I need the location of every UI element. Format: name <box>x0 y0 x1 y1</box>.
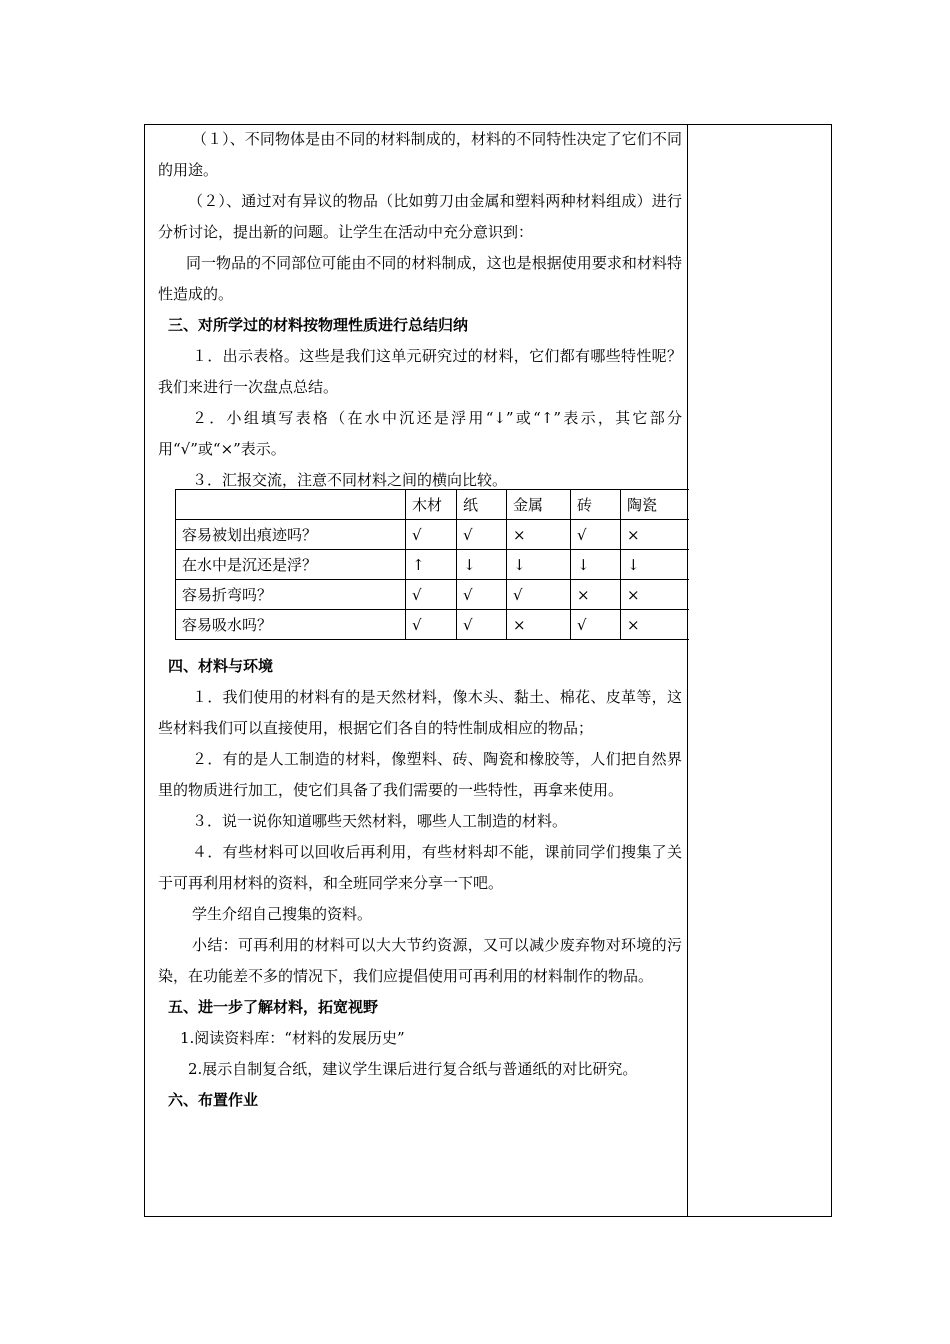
table-cell: √ <box>457 580 507 610</box>
table-cell: √ <box>571 610 621 640</box>
paragraph: （１）、不同物体是由不同的材料制成的，材料的不同特性决定了它们不同的用途。 <box>158 130 682 179</box>
table-cell: × <box>621 610 689 640</box>
table-cell: ↑ <box>406 550 457 580</box>
table-cell: ↓ <box>571 550 621 580</box>
paragraph: ２．有的是人工制造的材料，像塑料、砖、陶瓷和橡胶等，人们把自然界里的物质进行加工，使它们具备了我们需要的一些特性，再拿来使用。 <box>158 750 682 799</box>
section-heading-5: 五、进一步了解材料，拓宽视野 <box>168 998 379 1016</box>
table-cell: √ <box>406 610 457 640</box>
paragraph: 同一物品的不同部位可能由不同的材料制成，这也是根据使用要求和材料特性造成的。 <box>158 254 682 303</box>
table-cell: × <box>621 520 689 550</box>
table-header-row <box>176 490 689 520</box>
table-cell: ↓ <box>507 550 571 580</box>
table-cell: √ <box>571 520 621 550</box>
table-cell: 金属 <box>507 490 571 520</box>
paragraph: 1.阅读资料库：“材料的发展历史” <box>180 1029 405 1047</box>
table-cell: √ <box>406 520 457 550</box>
table-cell: ↓ <box>621 550 689 580</box>
table-row <box>176 580 689 610</box>
table-cell: × <box>571 580 621 610</box>
table-cell: √ <box>457 610 507 640</box>
table-cell: 容易折弯吗？ <box>176 580 406 610</box>
table-cell: 在水中是沉还是浮？ <box>176 550 406 580</box>
table-cell: 容易被划出痕迹吗？ <box>176 520 406 550</box>
section-heading-6: 六、布置作业 <box>168 1091 259 1109</box>
table-cell: 容易吸水吗？ <box>176 610 406 640</box>
table-cell: × <box>507 610 571 640</box>
paragraph: 学生介绍自己搜集的资料。 <box>192 905 373 923</box>
paragraph: ４．有些材料可以回收后再利用，有些材料却不能，课前同学们搜集了关于可再利用材料的资料，和全班同学来分享一下吧。 <box>158 843 682 892</box>
table-cell: √ <box>507 580 571 610</box>
table-cell: 木材 <box>406 490 457 520</box>
paragraph: １．出示表格。这些是我们这单元研究过的材料，它们都有哪些特性呢？我们来进行一次盘点总结。 <box>158 347 682 396</box>
paragraph: ３．汇报交流，注意不同材料之间的横向比较。 <box>192 471 508 489</box>
table-row <box>176 550 689 580</box>
table-cell: 陶瓷 <box>621 490 689 520</box>
paragraph: １．我们使用的材料有的是天然材料，像木头、黏土、棉花、皮革等，这些材料我们可以直接使用，根据它们各自的特性制成相应的物品； <box>158 688 682 737</box>
paragraph: 2.展示自制复合纸，建议学生课后进行复合纸与普通纸的对比研究。 <box>188 1060 638 1078</box>
table-cell: × <box>621 580 689 610</box>
table-row <box>176 520 689 550</box>
paragraph: 小结：可再利用的材料可以大大节约资源，又可以减少废弃物对环境的污染，在功能差不多的情况下，我们应提倡使用可再利用的材料制作的物品。 <box>158 936 682 985</box>
material-properties-table <box>175 489 689 640</box>
table-cell: 砖 <box>571 490 621 520</box>
table-cell: √ <box>457 520 507 550</box>
table-cell: ↓ <box>457 550 507 580</box>
section-heading-3: 三、对所学过的材料按物理性质进行总结归纳 <box>168 316 469 334</box>
paragraph: （２）、通过对有异议的物品（比如剪刀由金属和塑料两种材料组成）进行分析讨论，提出新的问题。让学生在活动中充分意识到： <box>158 192 682 241</box>
paragraph: ２．小组填写表格（在水中沉还是浮用“↓”或“↑”表示，其它部分用“√”或“×”表示。 <box>158 409 682 458</box>
table-row <box>176 610 689 640</box>
column-divider <box>687 124 688 1217</box>
table-cell: 纸 <box>457 490 507 520</box>
table-cell: √ <box>406 580 457 610</box>
section-heading-4: 四、材料与环境 <box>168 657 274 675</box>
table-cell: × <box>507 520 571 550</box>
table-cell <box>176 490 406 520</box>
paragraph: ３．说一说你知道哪些天然材料，哪些人工制造的材料。 <box>192 812 568 830</box>
